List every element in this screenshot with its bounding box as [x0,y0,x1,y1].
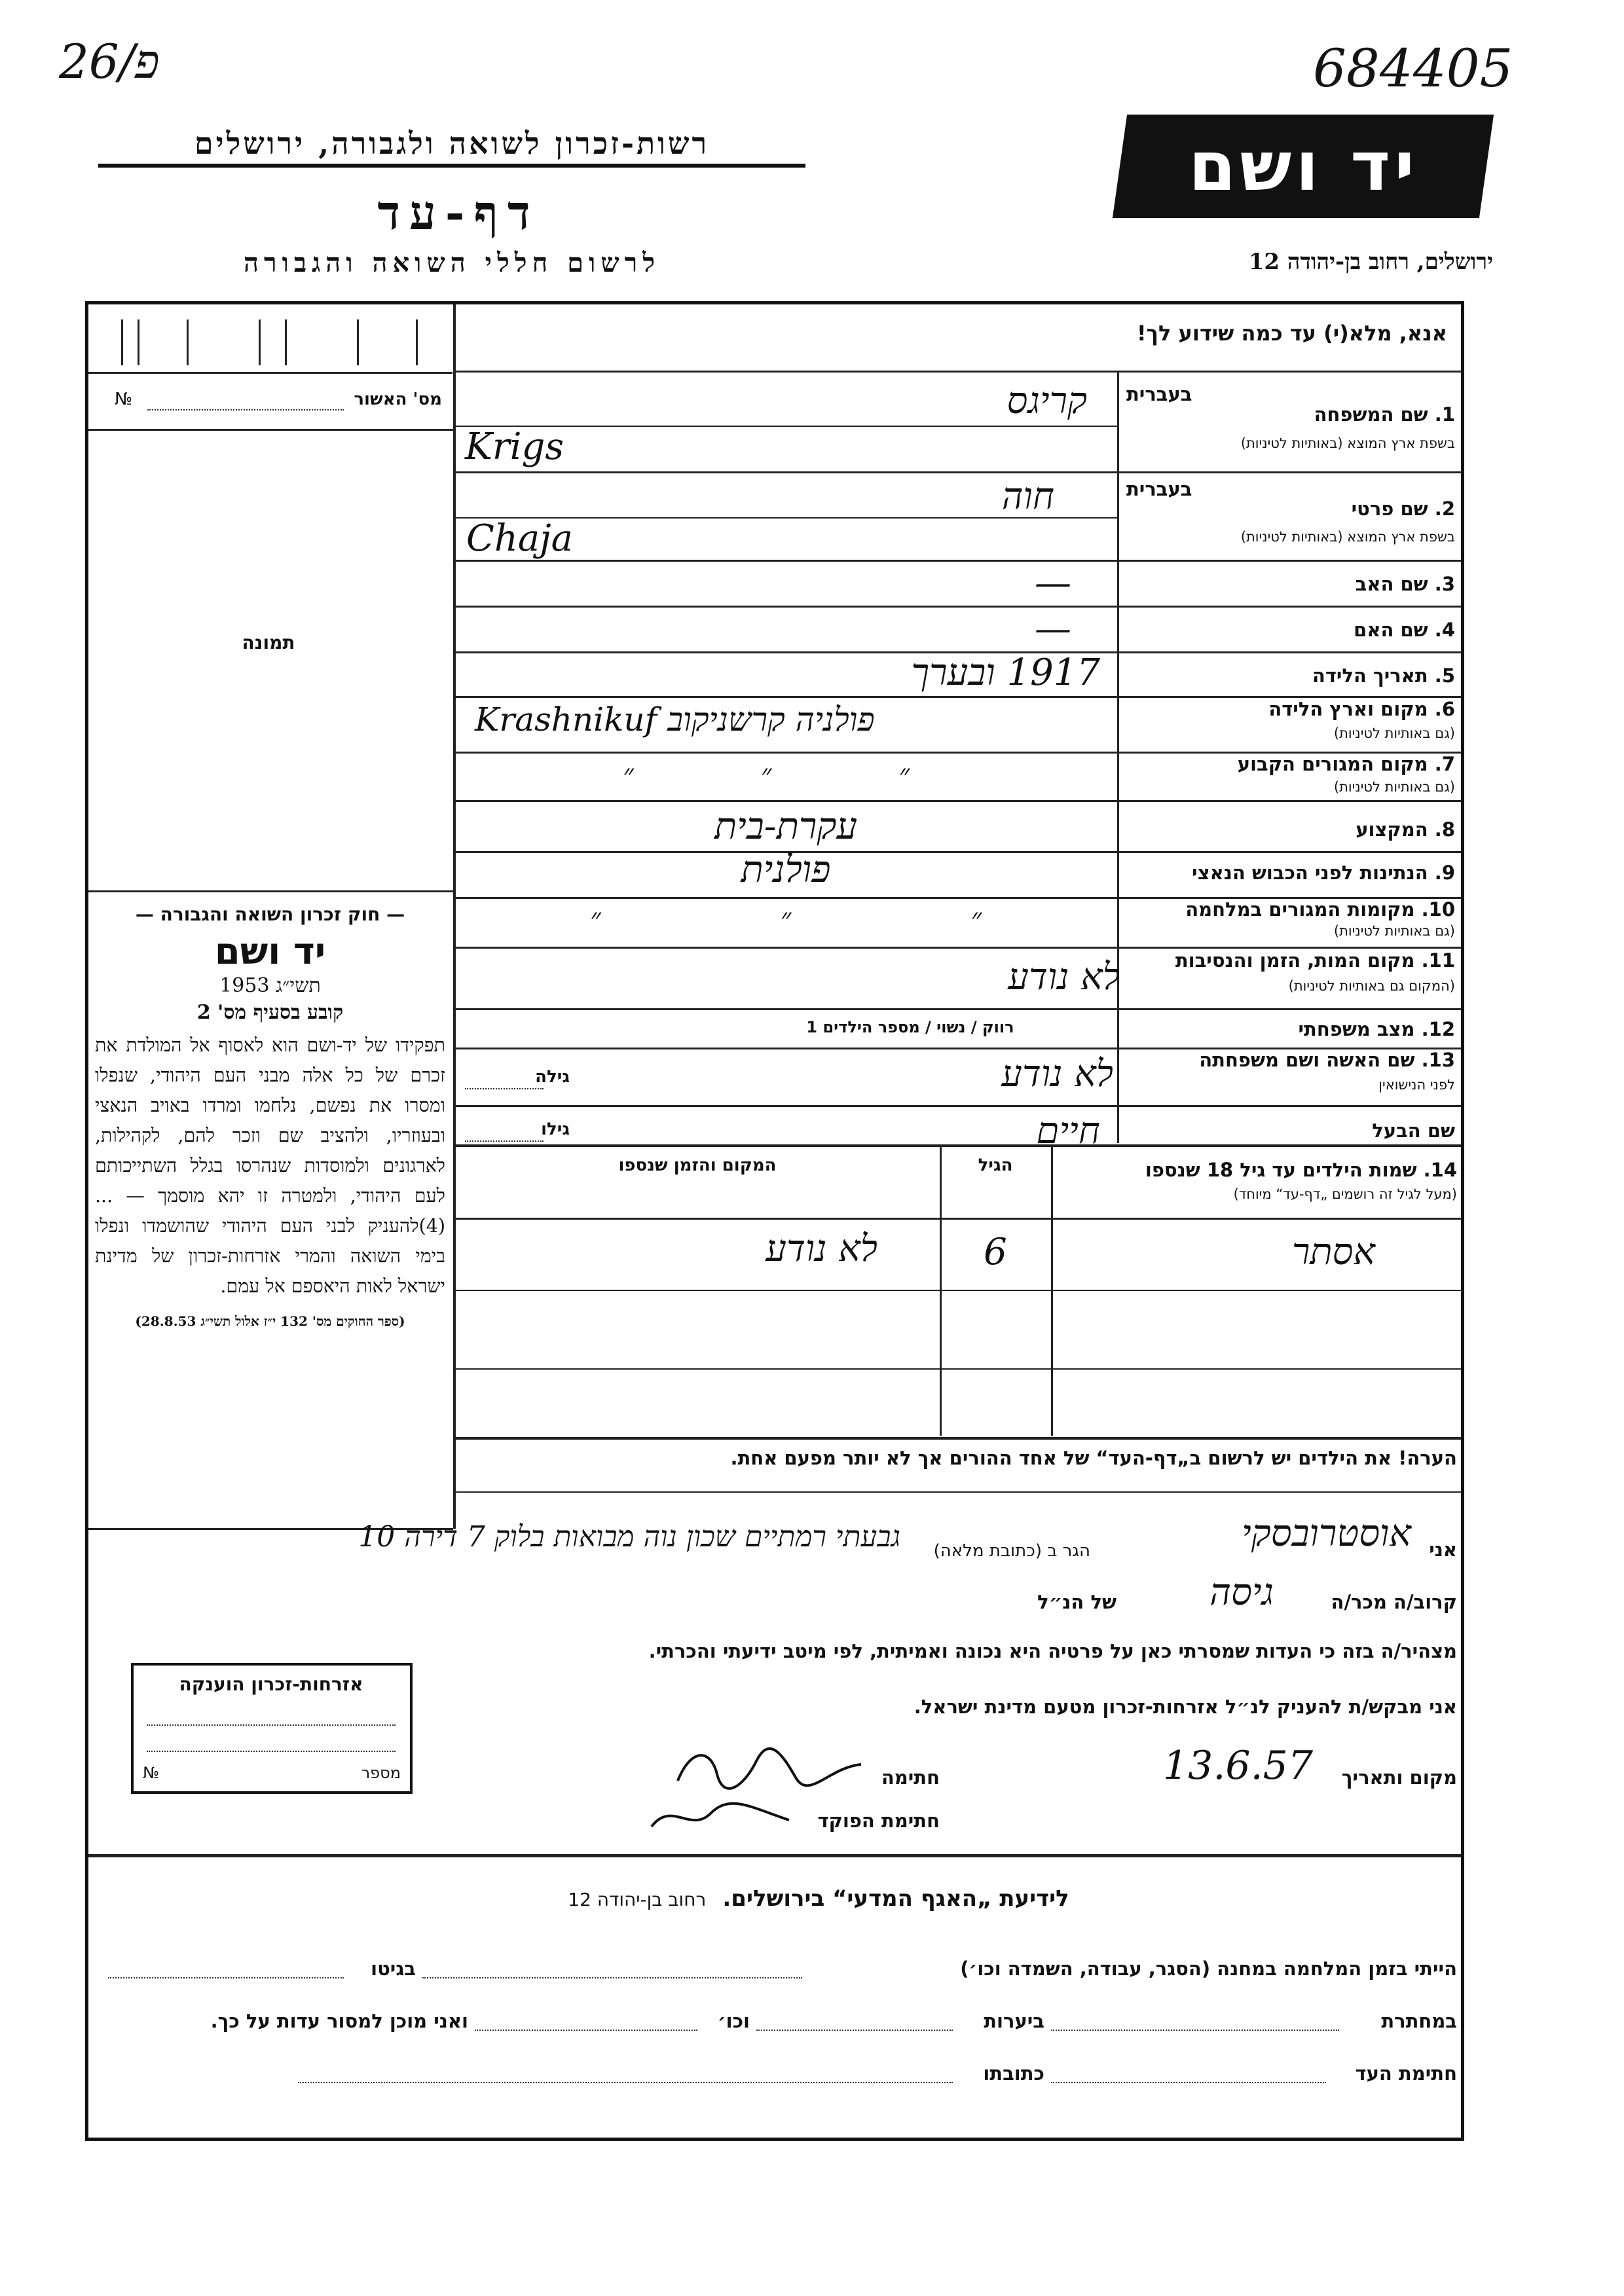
declaration-line-1 [95,1512,1457,1571]
field-2-label [1211,498,1455,520]
children-sublabel: (מעל לגיל זה רושמים „דף-עד“ מיוחד) [1233,1186,1457,1202]
children-col-age: הגיל [978,1156,1013,1175]
field-2-text: שם פרטי [1351,498,1428,520]
field-7-label [1146,753,1455,775]
field-husband-age-field[interactable] [465,1140,544,1142]
citizenship-number-symbol: № [143,1764,159,1782]
field-husband-age-label: גילו [541,1120,570,1139]
form-subtitle: לרשום חללי השואה והגבורה [243,247,661,278]
field-4-value[interactable]: — [1035,608,1071,650]
place-date-label: מקום ותאריך [1341,1766,1457,1789]
field-5-text: תאריך הלידה [1312,665,1428,687]
signature-label: חתימה [881,1766,940,1789]
official-signature [645,1794,796,1840]
ghetto-field[interactable] [108,1977,344,1978]
declaration-prefix: אני [1429,1539,1457,1561]
field-9-label [1121,862,1455,884]
top-left-mark: 26/פ [59,34,160,89]
law-text: תפקידו של יד-ושם הוא לאסוף אל המולדת את זכרם של כל אלה מבני העם היהודי, שנפלו ומסרו את נפשם, נלחמו ומרדו באויב הנאצי ובעוזריו, ולהציב שם וזכר להם, לקהילות, לארגונים ולמוסדות שנהרסו בגלל השתייכותם לעם היהודי, ולמטרה זו יהא מוסמך — ...(4)להעניק לבני העם היהודי שהושמדו ונפלו בימי השואה והמרי אזרחות-זכרון של מדינת ישראל לאות היאספם אל עמם. [95,1034,445,1297]
footer-title: לידיעת „האגף המדעי“ בירושלים. [722,1886,1069,1912]
testimony-ready-text: ואני מוכן למסור עדות על כך. [210,2010,468,2032]
witness-sig-field[interactable] [1051,2082,1326,2083]
of-label: של הנ״ל [1037,1591,1116,1613]
field-6-label [1146,698,1455,720]
field-5-label [1146,665,1455,687]
field-9-text: הנתינות לפני הכבוש הנאצי [1192,862,1428,884]
field-11-text: מקום המות, הזמן והנסיבות [1175,949,1415,972]
field-3-label [1211,573,1455,595]
field-husband-label: שם הבעל [1372,1120,1455,1142]
citizenship-box [131,1663,413,1794]
field-12-label [1121,1018,1455,1040]
child-1-place[interactable]: לא נודע [766,1228,877,1270]
field-9-value[interactable]: פולנית [741,848,831,891]
law-title: — חוק זכרון השואה והגבורה — [135,903,405,925]
field-7-text: מקום המגורים הקבוע [1237,753,1428,775]
field-13-value[interactable]: לא נודע [1001,1053,1113,1095]
footer-line1-text: הייתי בזמן המלחמה במחנה (הסגר, עבודה, השמדה וכו׳) [960,1958,1457,1980]
approval-no-field[interactable] [147,409,344,410]
declarant-address[interactable]: גבעתי רמתיים שכון נוה מבואות בלוק 7 דירה 10 [358,1520,900,1554]
field-11-label [1121,949,1455,972]
field-3-value[interactable]: — [1035,562,1071,604]
field-6-sublabel: (גם באותיות לטיניות) [1333,725,1455,741]
children-label: 14. שמות הילדים עד גיל 18 שנספו [1145,1159,1457,1181]
citizenship-title: אזרחות-זכרון הוענקה [179,1673,363,1695]
field-8-value[interactable]: עקרת-בית [714,805,858,848]
witness-address-label: כתובתו [983,2062,1044,2085]
header-address: ירושלים, רחוב בן-יהודה 12 [1248,249,1493,275]
declarant-signature [671,1741,868,1794]
footer-title-line [458,1886,1179,1912]
declarant-name[interactable]: אוסטרובסקי [1242,1512,1411,1555]
footer-line-2 [101,2010,1457,2043]
field-3-num: 3. [1434,573,1455,595]
witness-address-field[interactable] [298,2082,953,2083]
field-1-num: 1. [1434,403,1455,426]
forests-label: ביערות [984,2010,1044,2032]
etc-field[interactable] [475,2030,697,2031]
field-12-text: מצב משפחתי [1298,1018,1415,1040]
children-col-place: המקום והזמן שנספו [618,1156,777,1175]
field-13-sublabel: לפני הנישואין [1378,1077,1455,1093]
law-year: תשי״ג 1953 [219,974,321,997]
field-2-sublabel: בשפת ארץ המוצא (באותיות לטיניות) [1240,529,1455,545]
field-13-num: 13. [1421,1049,1455,1071]
field-husband-value[interactable]: חיים [1036,1110,1100,1152]
label-hebrew-1: בעברית [1126,383,1192,405]
field-10-text: מקומות המגורים במלחמה [1185,898,1415,920]
field-7-value[interactable]: ״ ״ ״ [622,758,910,792]
field-5-num: 5. [1434,665,1455,687]
field-6-text: מקום וארץ הלידה [1268,698,1428,720]
approval-no-label: מס' האשור [354,390,442,409]
citizenship-number-label: מספר [361,1764,401,1782]
field-1-value-latin[interactable]: Krigs [465,426,564,468]
ghetto-label: בגיטו [371,1958,416,1980]
field-2-value-hebrew[interactable]: חוה [1001,475,1054,518]
field-4-text: שם האם [1354,619,1428,641]
field-8-text: המקצוע [1356,818,1428,841]
field-1-text: שם המשפחה [1314,403,1428,426]
declaration-address-label: הגר ב (כתובת מלאה) [933,1541,1090,1561]
photo-label: תמונה [242,632,295,653]
field-11-value[interactable]: לא נודע [1008,956,1120,998]
field-8-label [1211,818,1455,841]
child-1-age[interactable]: 6 [984,1231,1007,1273]
field-1-value-hebrew[interactable]: קריגס [1006,380,1087,422]
declaration-signature-line [458,1735,1457,1794]
barcode-ticks [88,306,452,374]
field-12-num: 12. [1421,1018,1455,1040]
field-2-num: 2. [1434,498,1455,520]
form-title: דף-עד [377,185,540,240]
field-13-age-field[interactable] [465,1088,544,1089]
underground-label: במחתרת [1381,2010,1457,2032]
field-13-label [1121,1049,1455,1071]
field-10-num: 10. [1421,898,1455,920]
field-10-sublabel: (גם באותיות לטיניות) [1333,923,1455,939]
declaration-line-2 [458,1571,1457,1624]
field-11-num: 11. [1421,949,1455,972]
field-7-sublabel: (גם באותיות לטיניות) [1333,779,1455,795]
approval-number [115,390,442,416]
field-3-text: שם האב [1355,573,1428,595]
field-10-label [1121,898,1455,920]
request: אני מבקש/ת להעניק לנ״ל אזרחות-זכרון מטעם מדינת ישראל. [913,1696,1457,1718]
top-right-mark: 684405 [1313,38,1513,99]
field-9-num: 9. [1434,862,1455,884]
witness-sig-label: חתימת העד [1355,2062,1457,2085]
camp-field[interactable] [422,1977,802,1978]
label-hebrew-2: בעברית [1126,478,1192,500]
note-line [458,1447,1457,1486]
instruction: אנא, מלא(י) עד כמה שידוע לך! [1136,321,1447,346]
field-1-label [1211,403,1455,426]
official-sig-label: חתימת הפוקד [817,1810,940,1832]
authority-title: רשות-זכרון לשואה ולגבורה, ירושלים [98,126,805,168]
field-6-num: 6. [1434,698,1455,720]
field-1-sublabel: בשפת ארץ המוצא (באותיות לטיניות) [1240,435,1455,451]
official-signature-line [458,1794,1457,1840]
field-10-value[interactable]: ״ ״ ״ [589,902,982,936]
field-6-value[interactable]: Krashnikuf פולניה קרשניקוב [475,701,875,738]
field-12-value[interactable]: רווק / נשוי / מספר הילדים 1 [806,1018,1014,1036]
yad-vashem-logo [1113,115,1494,218]
law-source: (ספר החוקים מס' 132 י״ז אלול תשי״ג 28.8.53) [135,1313,405,1329]
field-8-num: 8. [1434,818,1455,841]
field-7-num: 7. [1434,753,1455,775]
footer-line-1 [101,1958,1457,1990]
footer-line-3 [101,2062,1457,2095]
footer-address: רחוב בן-יהודה 12 [568,1889,707,1910]
underground-field[interactable] [1051,2030,1339,2031]
child-1-name[interactable]: אסתר [1291,1231,1375,1273]
field-4-label [1211,619,1455,641]
field-11-sublabel: (המקום גם באותיות לטיניות) [1288,978,1455,994]
law-org: יד ושם [214,930,326,973]
law-box [95,903,445,1493]
field-4-num: 4. [1434,619,1455,641]
relative-label: קרוב/ה מכר/ה [1331,1591,1457,1613]
place-date-value[interactable]: 13.6.57 [1162,1743,1313,1789]
etc-label: וכו׳ [717,2010,750,2032]
law-clause: קובע בסעיף מס' 2 [196,1001,344,1024]
note-text: הערה! את הילדים יש לרשום ב„דף-העד“ של אחד ההורים אך לא יותר מפעם אחת. [730,1447,1457,1469]
approval-no-symbol: № [115,390,133,409]
field-13-age-label: גילה [535,1067,570,1087]
forests-field[interactable] [756,2030,953,2031]
field-2-value-latin[interactable]: Chaja [466,517,574,560]
field-13-text: שם האשה ושם משפחתה [1199,1049,1415,1071]
statement: מצהיר/ה בזה כי העדות שמסרתי כאן על פרטיה היא נכונה ואמיתית, לפי מיטב ידיעתי והכרתי. [648,1640,1457,1662]
field-5-value[interactable]: 1917 ובערך [911,651,1100,694]
logo-text: יד ושם [1188,126,1418,206]
relative-value[interactable]: גיסה [1209,1571,1274,1614]
